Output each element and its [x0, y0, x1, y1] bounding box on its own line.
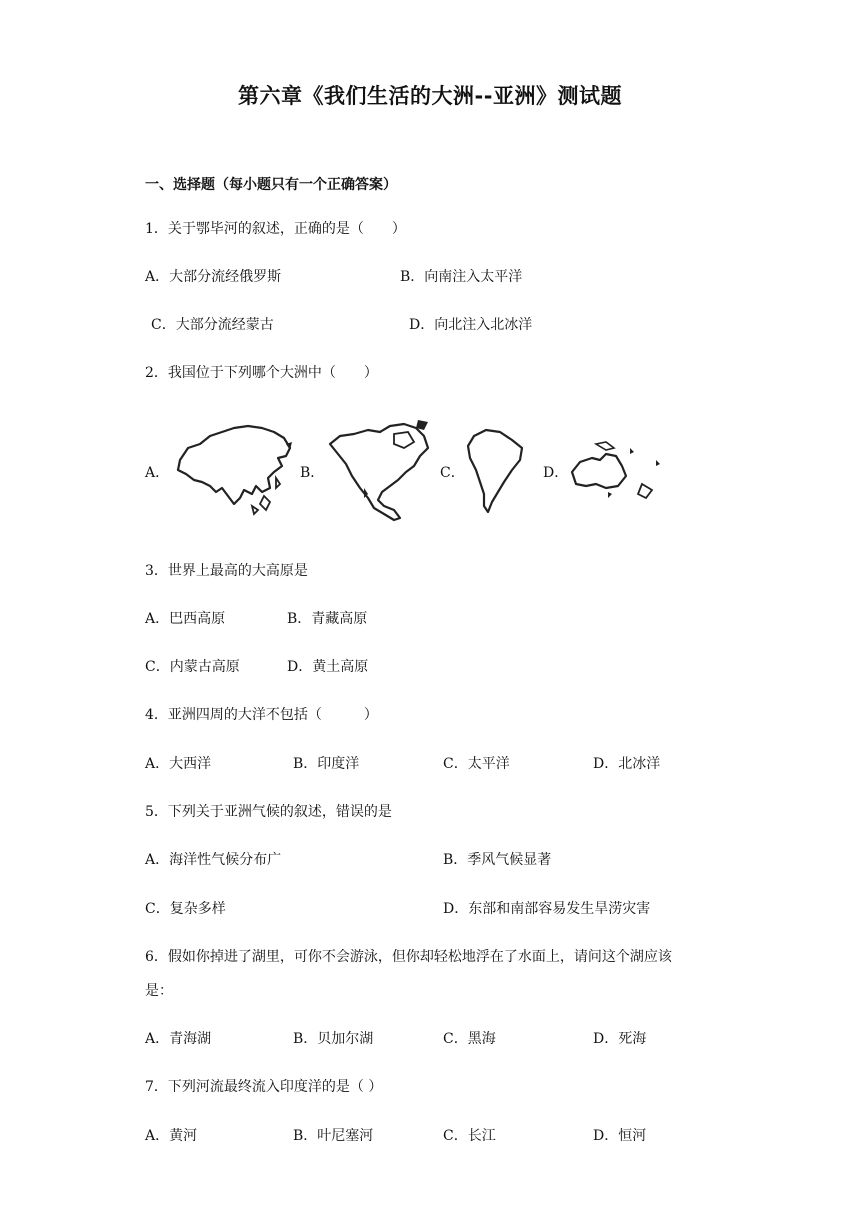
- question-6-option-b: B．贝加尔湖: [293, 1031, 374, 1047]
- question-1-option-a: A．大部分流经俄罗斯: [145, 269, 282, 285]
- question-4-option-c: C．太平洋: [443, 756, 510, 772]
- question-7-option-c: C．长江: [443, 1128, 496, 1144]
- document-title: 第六章《我们生活的大洲--亚洲》测试题: [238, 84, 622, 108]
- question-2-option-d: D．: [543, 465, 569, 481]
- question-6-option-d: D．死海: [593, 1031, 647, 1047]
- question-3-stem: 3．世界上最高的大高原是: [145, 563, 308, 579]
- question-1-option-d: D．向北注入北冰洋: [409, 317, 533, 333]
- question-7-option-a: A．黄河: [145, 1128, 198, 1144]
- question-7-option-d: D．恒河: [593, 1128, 647, 1144]
- question-6-option-c: C．黑海: [443, 1031, 496, 1047]
- oceania-map-icon: [566, 438, 668, 504]
- question-3-option-c: C．内蒙古高原: [145, 659, 240, 675]
- question-4-stem: 4．亚洲四周的大洋不包括（ ）: [145, 707, 378, 723]
- question-1-option-c: C．大部分流经蒙古: [151, 317, 274, 333]
- question-2-option-c: C．: [440, 465, 465, 481]
- north-america-map-icon: [324, 414, 436, 526]
- question-5-option-d: D．东部和南部容易发生旱涝灾害: [443, 901, 651, 917]
- question-6-stem-line-2: 是：: [145, 983, 173, 999]
- question-6-option-a: A．青海湖: [145, 1031, 212, 1047]
- question-2-stem: 2．我国位于下列哪个大洲中（ ）: [145, 365, 378, 381]
- question-4-option-b: B．印度洋: [293, 756, 360, 772]
- question-4-option-d: D．北冰洋: [593, 756, 661, 772]
- question-1-stem: 1．关于鄂毕河的叙述，正确的是（ ）: [145, 221, 406, 237]
- section-heading: 一、选择题（每小题只有一个正确答案）: [145, 177, 397, 193]
- question-5-option-a: A．海洋性气候分布广: [145, 852, 282, 868]
- question-7-stem: 7．下列河流最终流入印度洋的是（ ）: [145, 1079, 383, 1095]
- question-6-stem-line-1: 6．假如你掉进了湖里，可你不会游泳，但你却轻松地浮在了水面上，请问这个湖应该: [145, 949, 672, 965]
- question-2-option-b: B．: [300, 465, 325, 481]
- question-7-option-b: B．叶尼塞河: [293, 1128, 374, 1144]
- question-3-option-b: B．青藏高原: [287, 611, 368, 627]
- question-3-option-a: A．巴西高原: [145, 611, 226, 627]
- asia-map-icon: [170, 418, 298, 518]
- question-5-option-c: C．复杂多样: [145, 901, 226, 917]
- question-5-stem: 5．下列关于亚洲气候的叙述，错误的是: [145, 804, 392, 820]
- question-4-option-a: A．大西洋: [145, 756, 212, 772]
- question-2-option-a: A．: [145, 465, 170, 481]
- question-3-option-d: D．黄土高原: [287, 659, 369, 675]
- question-1-option-b: B．向南注入太平洋: [400, 269, 523, 285]
- south-america-map-icon: [464, 426, 530, 516]
- question-5-option-b: B．季风气候显著: [443, 852, 552, 868]
